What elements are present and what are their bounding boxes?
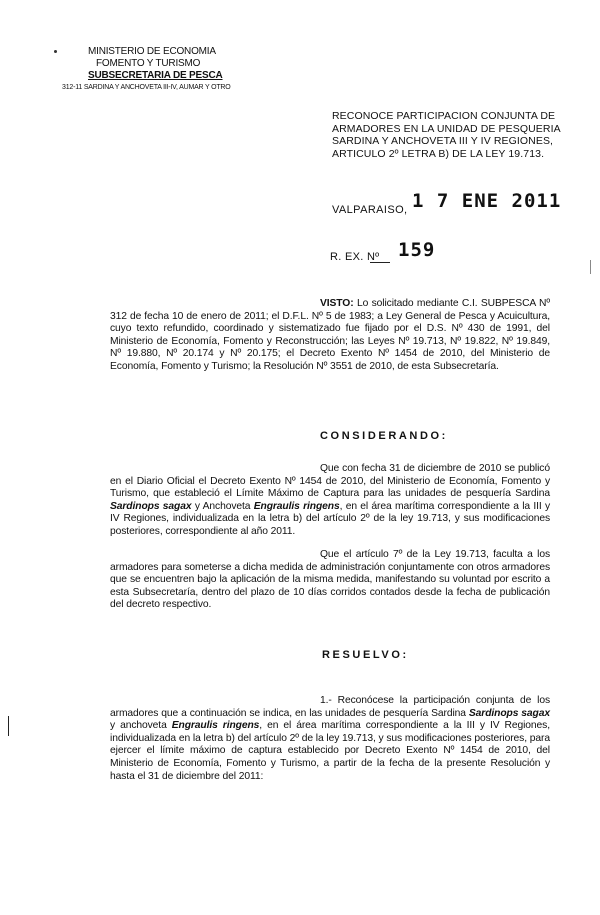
considerando-text-c: , en el área marítima correspondiente a la III y IV Regiones, individualizada en la letra b) del artículo 2º de la ley 19.713, y sus modificaciones posteriores, correspondiente al año 2011. — [110, 500, 551, 537]
species-engraulis-2: Engraulis ringens — [171, 720, 260, 732]
visto-text: Lo solicitado mediante C.I. SUBPESCA Nº 312 de fecha 10 de enero de 2011; el D.F.L. Nº 5 de 1983; a Ley General de Pesca y Acuicultura, cuyo texto refundido, coordinado y sistematizado fue fijado por el D.S. Nº 430 de 1991, del Ministerio de Economía, Fomento y Reconstrucción; las Leyes Nº 19.713, Nº 19.822, Nº 19.849, Nº 19.880, Nº 20.174 y Nº 20.175; el Decreto Exento Nº 1454 de 2010, del Ministerio de Economía, Fomento y Turismo; la Resolución Nº 3551 de 2010, de esta Subsecretaría. — [110, 298, 551, 372]
considerando-text-a: Que con fecha 31 de diciembre de 2010 se publicó en el Diario Oficial el Decreto Exento Nº 1454 de 2010, del Ministerio de Economía, Fomento y Turismo, que estableció el Límite Máximo de Captura para las unidades de pesquería Sardina — [110, 463, 550, 500]
visto-label: VISTO: — [320, 298, 354, 309]
title-block — [332, 110, 572, 160]
title-line-3: SARDINA Y ANCHOVETA III Y IV REGIONES, — [332, 135, 554, 147]
margin-dot — [54, 50, 57, 53]
subsecretaria-name: SUBSECRETARIA DE PESCA — [88, 70, 223, 81]
species-sardinops-2: Sardinops sagax — [468, 707, 551, 719]
resolution-number: 159 — [398, 239, 436, 261]
margin-mark — [8, 716, 9, 736]
title-line-4: ARTICULO 2º LETRA B) DE LA LEY 19.713. — [332, 147, 545, 160]
considerando-text-d: Que el artículo 7º de la Ley 19.713, faculta a los armadores para someterse a dicha medida de administración conjuntamente con otros armadores que se encuentren bajo la aplicación de la misma medida, manifestando su voluntad por escrito a esta Subsecretaría, dentro del plazo de 10 días corridos contados desde la fecha de publicación del decreto respectivo. — [110, 549, 550, 611]
visto-section — [110, 298, 550, 374]
title-line-1: RECONOCE PARTICIPACION CONJUNTA DE — [332, 110, 556, 122]
resolution-label: R. EX. Nº — [330, 251, 380, 263]
considerando-text-b: y Anchoveta — [191, 500, 254, 512]
considerando-paragraph-2 — [110, 549, 550, 612]
ministry-name: MINISTERIO DE ECONOMIA — [88, 46, 216, 57]
date-stamp: 1 7 ENE 2011 — [412, 190, 562, 212]
species-engraulis: Engraulis ringens — [253, 500, 340, 512]
resolution-underline — [370, 262, 390, 263]
species-sardinops: Sardinops sagax — [110, 500, 192, 512]
edge-mark — [590, 260, 591, 274]
title-line-2: ARMADORES EN LA UNIDAD DE PESQUERIA — [332, 122, 561, 135]
ministry-name-line2: FOMENTO Y TURISMO — [96, 58, 201, 69]
considerando-paragraph-1 — [110, 463, 550, 539]
considerando-heading: CONSIDERANDO: — [320, 430, 448, 442]
resuelvo-text-b: y anchoveta — [110, 720, 172, 732]
reference-code: 312-11 SARDINA Y ANCHOVETA III-IV, AUMAR Y OTRO — [62, 84, 231, 91]
resuelvo-text-c: , en el área marítima correspondiente a la III y IV Regiones, individualizada en la letra b) del artículo 2º de la ley 19.713, y sus modificaciones posteriores, para ejercer el límite máximo de captura establecido por Decreto Exento Nº 1454 de 2010, del Ministerio de Economía, Fomento y Turismo, a partir de la fecha de la presente Resolución y hasta el 31 de diciembre del 2011: — [110, 720, 550, 782]
resuelvo-heading: RESUELVO: — [322, 649, 409, 661]
resuelvo-text-a: 1.- Reconócese la participación conjunta de los armadores que a continuación se indica, en las unidades de pesquería Sardina — [110, 695, 550, 719]
resuelvo-paragraph-1 — [110, 695, 550, 783]
place-city: VALPARAISO, — [332, 204, 408, 216]
